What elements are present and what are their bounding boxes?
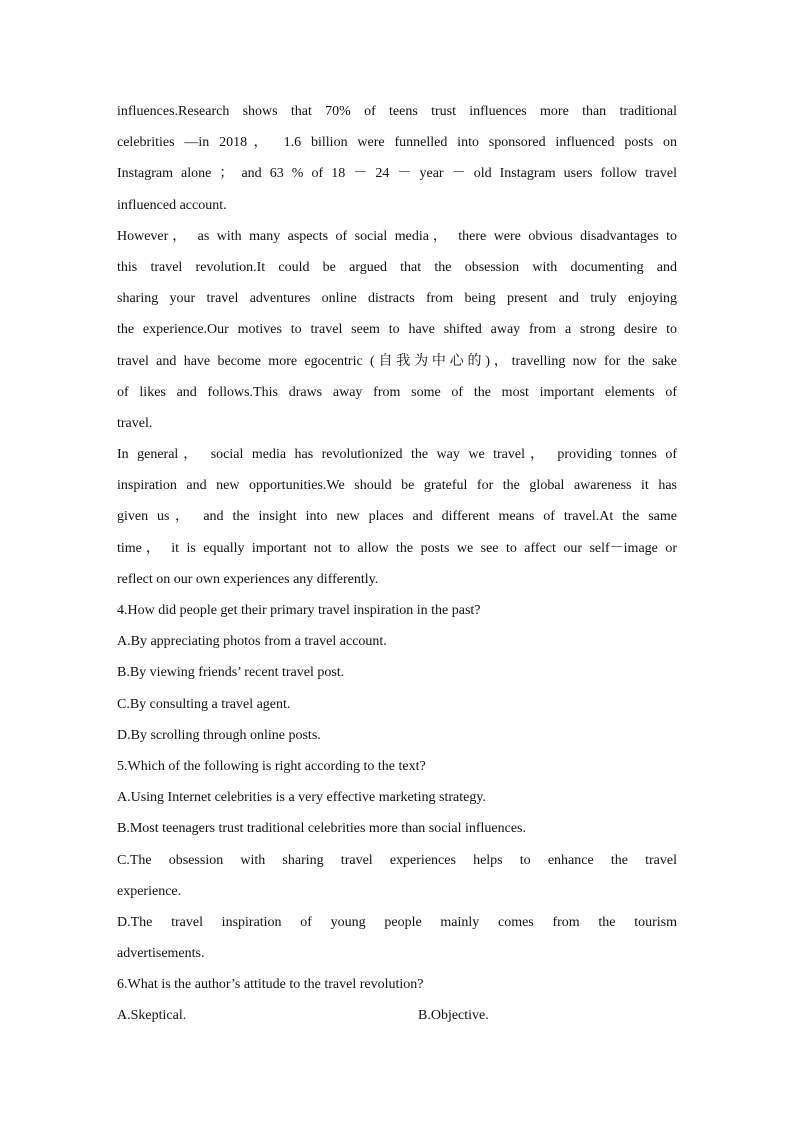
- option-a[interactable]: A.Skeptical.: [117, 1008, 187, 1024]
- option-line: C.The obsession with sharing travel experiences helps to enhance the travel: [117, 852, 677, 868]
- passage: [117, 96, 677, 595]
- text-line: celebrities —in 2018， 1.6 billion were funnelled into sponsored influenced posts on: [117, 135, 677, 151]
- text-line: In general， social media has revolutionized the way we travel， providing tonnes of: [117, 447, 677, 463]
- text-line: travel.: [117, 415, 153, 431]
- paragraph: [117, 96, 677, 221]
- question-5: [117, 751, 677, 969]
- text-line: influenced account.: [117, 197, 227, 213]
- option-b[interactable]: B.Objective.: [418, 1008, 489, 1024]
- option-c[interactable]: [117, 845, 677, 907]
- question-stem: 6.What is the author’s attitude to the travel revolution?: [117, 977, 424, 993]
- option-d[interactable]: D.By scrolling through online posts.: [117, 727, 321, 743]
- text-line: time， it is equally important not to allow the posts we see to affect our self－image or: [117, 540, 677, 556]
- text-line: sharing your travel adventures online distracts from being present and truly enjoying: [117, 291, 677, 307]
- text-line: influences.Research shows that 70% of teens trust influences more than traditional: [117, 104, 677, 119]
- text-line: However， as with many aspects of social media， there were obvious disadvantages to: [117, 228, 677, 244]
- option-line: advertisements.: [117, 946, 205, 962]
- paragraph: [117, 439, 677, 595]
- question-stem: 5.Which of the following is right according to the text?: [117, 758, 426, 774]
- question-6: [117, 969, 677, 1031]
- option-line: D.The travel inspiration of young people mainly comes from the tourism: [117, 914, 677, 930]
- text-line: this travel revolution.It could be argued that the obsession with documenting and: [117, 259, 677, 275]
- option-line: experience.: [117, 883, 182, 899]
- option-b[interactable]: B.Most teenagers trust traditional celebrities more than social influences.: [117, 821, 526, 837]
- text-line: travel and have become more egocentric (自我为中心的)，travelling now for the sake: [117, 353, 677, 369]
- option-b[interactable]: B.By viewing friends’ recent travel post.: [117, 665, 345, 681]
- text-line: given us， and the insight into new places and different means of travel.At the same: [117, 509, 677, 525]
- document-page: [117, 96, 677, 1032]
- option-a[interactable]: A.Using Internet celebrities is a very effective marketing strategy.: [117, 790, 486, 806]
- text-line: of likes and follows.This draws away from some of the most important elements of: [117, 384, 677, 400]
- question-4: [117, 595, 677, 751]
- question-stem: 4.How did people get their primary travel inspiration in the past?: [117, 603, 481, 618]
- option-d[interactable]: [117, 907, 677, 969]
- option-a[interactable]: A.By appreciating photos from a travel account.: [117, 634, 387, 650]
- paragraph: [117, 221, 677, 439]
- text-line: Instagram alone ； and 63 % of 18 － 24 － year － old Instagram users follow travel: [117, 166, 677, 182]
- text-line: the experience.Our motives to travel seem to have shifted away from a strong desire to: [117, 322, 677, 338]
- text-line: inspiration and new opportunities.We should be grateful for the global awareness it has: [117, 478, 677, 494]
- text-line: reflect on our own experiences any differently.: [117, 571, 379, 587]
- option-c[interactable]: C.By consulting a travel agent.: [117, 696, 291, 712]
- option-row: [117, 1000, 677, 1031]
